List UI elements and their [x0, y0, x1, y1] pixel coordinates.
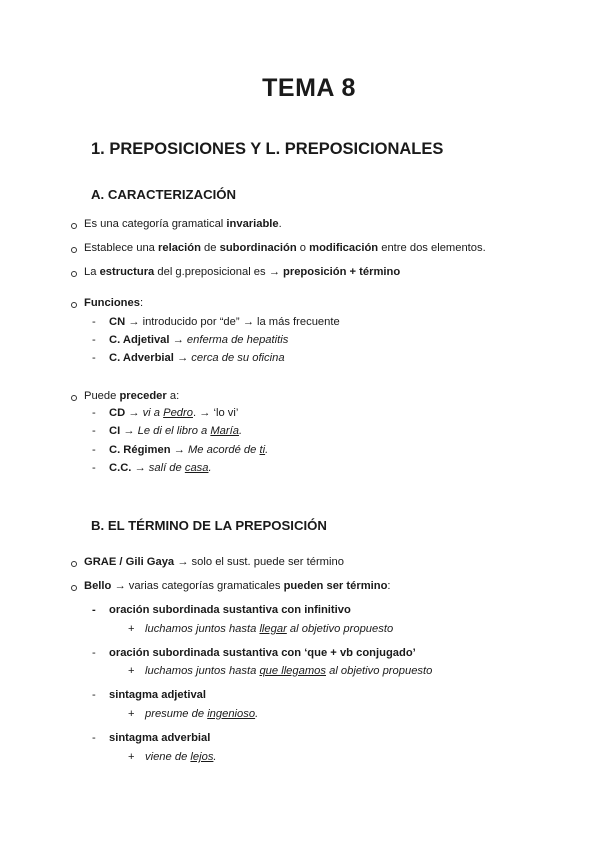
- section-heading-1: 1. PREPOSICIONES Y L. PREPOSICIONALES: [91, 140, 444, 158]
- sub-item: CI → Le di el libro a María.: [109, 425, 243, 437]
- plus-marker: +: [128, 708, 135, 720]
- sub-item: oración subordinada sustantiva con ‘que + vb conjugado’: [109, 647, 416, 659]
- dash-marker: -: [92, 444, 96, 456]
- dash-marker: -: [92, 647, 96, 659]
- sub-item: C.C. → salí de casa.: [109, 462, 212, 474]
- sub-item: C. Régimen → Me acordé de ti.: [109, 444, 269, 456]
- bullet-icon: [71, 219, 77, 233]
- sub-item: C. Adjetival → enferma de hepatitis: [109, 334, 289, 346]
- bullet-icon: [71, 581, 77, 595]
- bullet-icon: [71, 298, 77, 312]
- plus-marker: +: [128, 665, 135, 677]
- sub-item: C. Adverbial → cerca de su oficina: [109, 352, 285, 364]
- plus-marker: +: [128, 623, 135, 635]
- bullet-icon: [71, 557, 77, 571]
- bullet-icon: [71, 391, 77, 405]
- sub-item: oración subordinada sustantiva con infinitivo: [109, 604, 351, 616]
- list-item: La estructura del g.preposicional es → preposición + término: [84, 266, 401, 278]
- example: luchamos juntos hasta que llegamos al objetivo propuesto: [145, 665, 433, 677]
- subsection-heading-b: B. EL TÉRMINO DE LA PREPOSICIÓN: [91, 518, 327, 533]
- bullet-icon: [71, 267, 77, 281]
- list-item: Funciones:: [84, 297, 144, 309]
- list-item: Puede preceder a:: [84, 390, 180, 402]
- sub-item: CN → introducido por “de” → la más frecuente: [109, 316, 340, 328]
- example: viene de lejos.: [145, 751, 217, 763]
- page-title: TEMA 8: [262, 74, 356, 102]
- dash-marker: -: [92, 689, 96, 701]
- dash-marker: -: [92, 407, 96, 419]
- dash-marker: -: [92, 425, 96, 437]
- example: luchamos juntos hasta llegar al objetivo propuesto: [145, 623, 394, 635]
- list-item: Establece una relación de subordinación o modificación entre dos elementos.: [84, 242, 486, 254]
- dash-marker: -: [92, 352, 96, 364]
- dash-marker: -: [92, 334, 96, 346]
- bullet-icon: [71, 243, 77, 257]
- list-item: GRAE / Gili Gaya → solo el sust. puede ser término: [84, 556, 344, 568]
- subsection-heading-a: A. CARACTERIZACIÓN: [91, 187, 237, 202]
- sub-item: sintagma adverbial: [109, 732, 211, 744]
- dash-marker: -: [92, 462, 96, 474]
- example: presume de ingenioso.: [145, 708, 259, 720]
- plus-marker: +: [128, 751, 135, 763]
- dash-marker: -: [92, 604, 96, 616]
- list-item: Es una categoría gramatical invariable.: [84, 218, 282, 230]
- dash-marker: -: [92, 316, 96, 328]
- sub-item: CD → vi a Pedro. → ‘lo vi’: [109, 407, 239, 419]
- list-item: Bello → varias categorías gramaticales pueden ser término:: [84, 580, 391, 592]
- dash-marker: -: [92, 732, 96, 744]
- sub-item: sintagma adjetival: [109, 689, 206, 701]
